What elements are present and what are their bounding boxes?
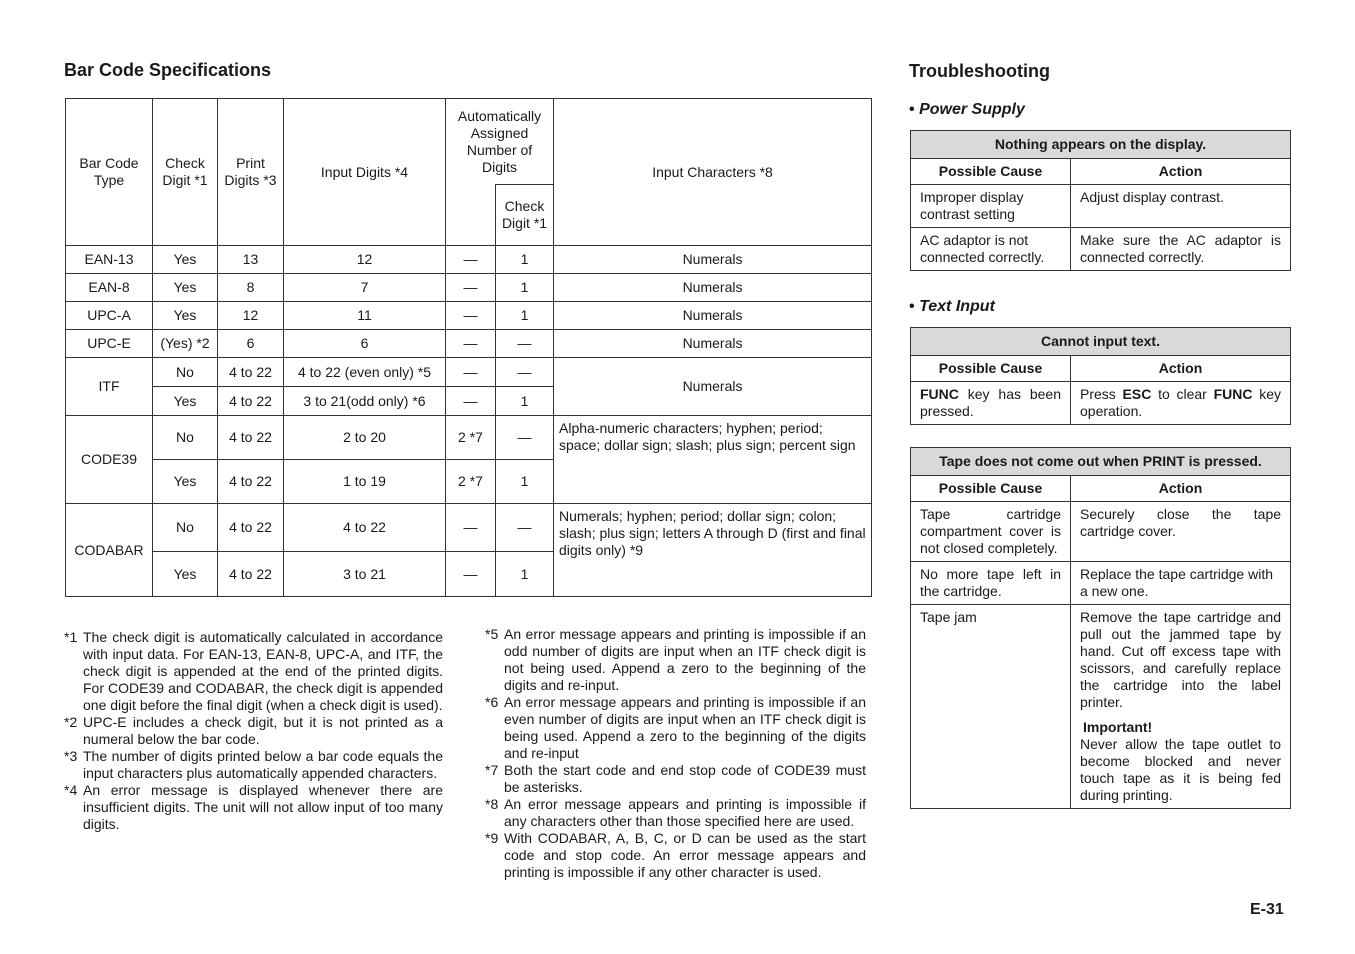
power-supply-heading: • Power Supply [909,101,1025,118]
important-text: Never allow the tape outlet to become blocked and never touch tape as it is being fed during printing. [1080,736,1282,803]
problem-heading: Tape does not come out when PRINT is pressed. [911,448,1291,476]
important-label: Important! [1083,719,1153,735]
page-number: E-31 [1250,901,1284,918]
bullet-icon: • [909,101,915,118]
table-row: EAN-8 Yes 8 7 — 1 Numerals [66,274,872,302]
action-header: Action [1071,159,1291,185]
table-row: AC adaptor is not connected correctly. Make sure the AC adaptor is connected correctly. [911,228,1291,271]
footnote: *1 The check digit is automatically calculated in accordance with input data. For EAN-13, EAN-8, UPC-A, and ITF, the check digit is appended at the end of the printed digits. For CODE39 and CODABAR, the check digit is appended one digit before the final digit (when a check digit is used). [64,629,443,713]
header-auto-assigned: Automatically Assigned Number of Digits [446,99,554,185]
problem-heading: Nothing appears on the display. [911,131,1291,159]
action-header: Action [1071,356,1291,382]
header-print-digits: Print Digits *3 [218,99,284,246]
possible-cause-header: Possible Cause [911,356,1071,382]
footnote: *3 The number of digits printed below a bar code equals the input characters plus automatically appended characters. [64,748,443,781]
table-row: Yes 4 to 22 3 to 21 — 1 [66,552,872,597]
footnote: *4 An error message is displayed whenever there are insufficient digits. The unit will not allow input of too many digits. [64,782,443,832]
table-row: Improper display contrast setting Adjust display contrast. [911,185,1291,228]
header-type: Bar Code Type [66,99,153,246]
table-row: No more tape left in the cartridge. Replace the tape cartridge with a new one. [911,562,1291,605]
footnotes-left [64,629,443,833]
bullet-icon: • [909,298,915,315]
table-row: UPC-E (Yes) *2 6 6 — — Numerals [66,330,872,358]
header-input-digits: Input Digits *4 [284,99,446,246]
tape-table [910,447,1291,809]
text-input-table [910,327,1291,425]
footnote: *5 An error message appears and printing is impossible if an odd number of digits are input when an ITF check digit is not being used. Append a zero to the beginning of the digits and re-input. [485,626,866,693]
table-row: CODE39 No 4 to 22 2 to 20 2 *7 — Alpha-numeric characters; hyphen; period; space; dollar sign; slash; plus sign; percent sign [66,416,872,460]
table-row: FUNC key has been pressed. Press ESC to clear FUNC key operation. [911,382,1291,425]
table-row: Tape jam Remove the tape cartridge and pull out the jammed tape by hand. Cut off excess tape with scissors, and carefully replace the cartridge into the label printer. Important! Never allow the tape outlet to become blocked and never touch tape as it is being fed during printing. [911,605,1291,809]
footnote: *7 Both the start code and end stop code of CODE39 must be asterisks. [485,762,866,795]
footnote: *2 UPC-E includes a check digit, but it is not printed as a numeral below the bar code. [64,714,443,747]
header-check-digit: Check Digit *1 [153,99,218,246]
table-row: UPC-A Yes 12 11 — 1 Numerals [66,302,872,330]
table-row: EAN-13 Yes 13 12 — 1 Numerals [66,246,872,274]
table-row: Tape cartridge compartment cover is not closed completely. Securely close the tape cartridge cover. [911,502,1291,562]
power-supply-table [910,130,1291,271]
text-input-heading: • Text Input [909,298,995,315]
barcode-title: Bar Code Specifications [64,60,272,80]
footnote: *8 An error message appears and printing is impossible if any characters other than those specified here are used. [485,796,866,829]
table-row: CODABAR No 4 to 22 4 to 22 — — Numerals; hyphen; period; dollar sign; colon; slash; plus sign; letters A through D (first and final digits only) *9 [66,504,872,552]
header-input-characters: Input Characters *8 [554,99,872,246]
header-auto-check-digit: Check Digit *1 [496,185,554,246]
table-row: ITF No 4 to 22 4 to 22 (even only) *5 — — Numerals [66,358,872,387]
footnote: *6 An error message appears and printing is impossible if an even number of digits are input when an ITF check digit is being used. Append a zero to the beginning of the digits and re-input [485,694,866,761]
footnotes-right [485,626,866,881]
barcode-spec-table [65,98,872,597]
problem-heading: Cannot input text. [911,328,1291,356]
table-row: Yes 4 to 22 1 to 19 2 *7 1 [66,460,872,504]
troubleshooting-title: Troubleshooting [909,61,1050,81]
footnote: *9 With CODABAR, A, B, C, or D can be used as the start code and stop code. An error message appears and printing is impossible if any other character is used. [485,830,866,880]
possible-cause-header: Possible Cause [911,159,1071,185]
possible-cause-header: Possible Cause [911,476,1071,502]
action-header: Action [1071,476,1291,502]
table-row: Yes 4 to 22 3 to 21(odd only) *6 — 1 [66,387,872,416]
